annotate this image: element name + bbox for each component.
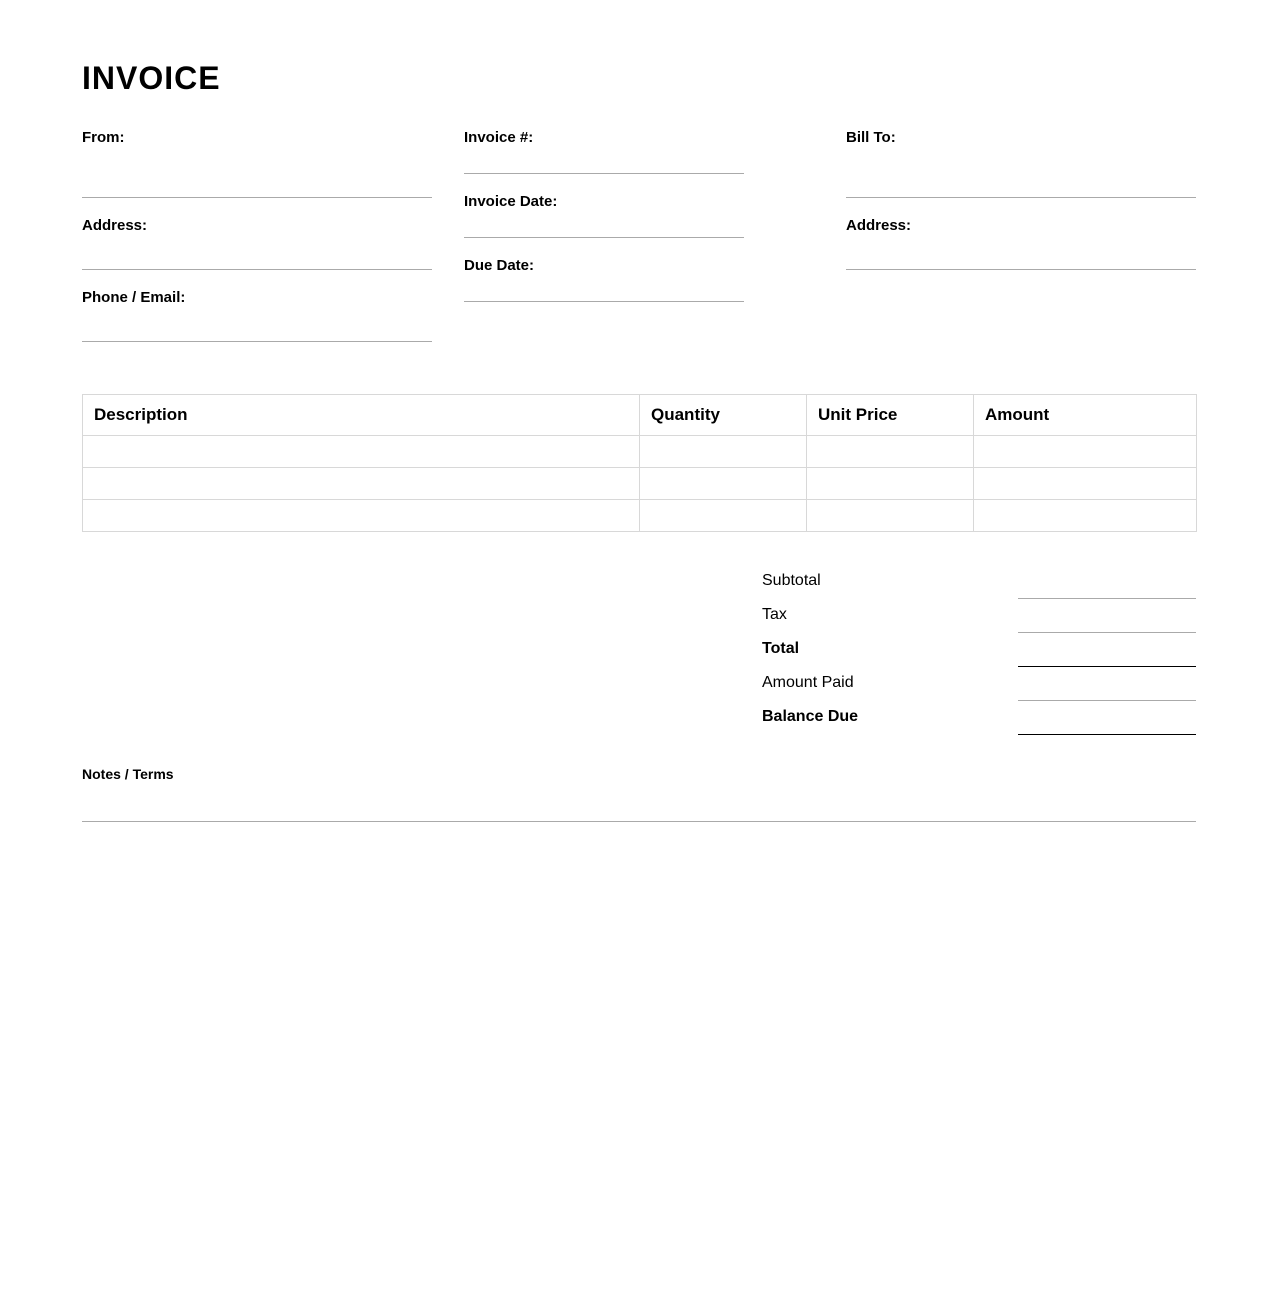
description-header: Description (83, 395, 640, 436)
bill-to-address-label: Address: (846, 217, 912, 234)
page-title: INVOICE (82, 60, 221, 96)
balance-due-label: Balance Due (762, 708, 859, 725)
unit-price-cell[interactable] (807, 436, 974, 468)
amount-paid-field[interactable] (1018, 700, 1196, 701)
phone-email-field[interactable] (82, 341, 432, 342)
quantity-header: Quantity (640, 395, 807, 436)
due-date-field[interactable] (464, 301, 744, 302)
unit-price-header: Unit Price (807, 395, 974, 436)
total-label: Total (762, 640, 800, 657)
subtotal-field[interactable] (1018, 598, 1196, 599)
invoice-number-label: Invoice #: (464, 129, 534, 146)
items-table (82, 394, 1197, 532)
bill-to-address-field[interactable] (846, 269, 1196, 270)
total-field[interactable] (1018, 666, 1196, 667)
table-row (83, 500, 1197, 532)
notes-terms-label: Notes / Terms (82, 766, 174, 782)
description-cell[interactable] (83, 436, 640, 468)
invoice-date-field[interactable] (464, 237, 744, 238)
phone-email-label: Phone / Email: (82, 289, 186, 306)
from-field[interactable] (82, 197, 432, 198)
unit-price-cell[interactable] (807, 468, 974, 500)
bill-to-field[interactable] (846, 197, 1196, 198)
amount-cell[interactable] (974, 436, 1197, 468)
invoice-date-label: Invoice Date: (464, 193, 558, 210)
invoice-number-field[interactable] (464, 173, 744, 174)
balance-due-field[interactable] (1018, 734, 1196, 735)
description-cell[interactable] (83, 468, 640, 500)
notes-terms-field[interactable] (82, 821, 1196, 822)
from-address-field[interactable] (82, 269, 432, 270)
quantity-cell[interactable] (640, 500, 807, 532)
subtotal-label: Subtotal (762, 572, 821, 589)
amount-cell[interactable] (974, 468, 1197, 500)
tax-field[interactable] (1018, 632, 1196, 633)
table-row (83, 468, 1197, 500)
tax-label: Tax (762, 606, 787, 623)
amount-paid-label: Amount Paid (762, 674, 854, 691)
amount-cell[interactable] (974, 500, 1197, 532)
amount-header: Amount (974, 395, 1197, 436)
quantity-cell[interactable] (640, 436, 807, 468)
bill-to-label: Bill To: (846, 129, 896, 146)
table-row (83, 436, 1197, 468)
from-label: From: (82, 129, 125, 146)
quantity-cell[interactable] (640, 468, 807, 500)
description-cell[interactable] (83, 500, 640, 532)
from-address-label: Address: (82, 217, 148, 234)
unit-price-cell[interactable] (807, 500, 974, 532)
table-header-row (83, 395, 1197, 436)
due-date-label: Due Date: (464, 257, 535, 274)
